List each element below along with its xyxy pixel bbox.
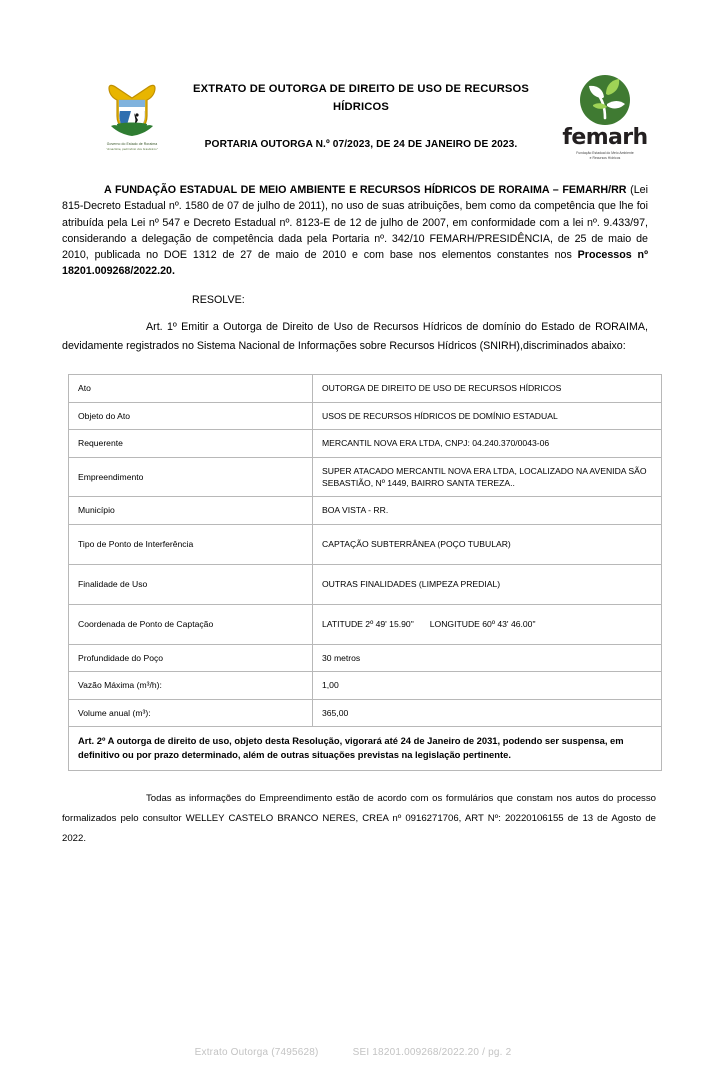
table-row — [69, 699, 662, 726]
table-cell-value: CAPTAÇÃO SUBTERRÂNEA (POÇO TUBULAR) — [313, 524, 662, 564]
closing-text: Todas as informações do Empreendimento estão de acordo com os formulários que constam nos autos do processo formalizados pelo consultor WELLEY CASTELO BRANCO NERES, CREA nº 0916271706, ART Nº: 20220106155 de 13 de Agosto de 2022. — [62, 793, 656, 844]
table-cell-value: 30 metros — [313, 644, 662, 671]
longitude-value: LONGITUDE 60º 43' 46.00" — [429, 619, 536, 630]
page-footer — [0, 1047, 706, 1058]
femarh-wordmark: femarh — [562, 125, 648, 150]
preamble-body-text: (Lei 815-Decreto Estadual nº. 1580 de 07 de julho de 2011), no uso de suas atribuições, bem como da competência que lhe foi atribuída pela Lei nº 547 e Decreto Estadual nº. 8123-E de 12 de julho de 2007, em conformidade com a lei nº. 9.433/97, considerando a delegação de competência dada pela Portaria nº. 342/10 FEMARH/PRESIDÊNCIA, de 25 de maio de 2010, publicada no DOE 1312 de 27 de maio de 2010 e com base nos elementos constantes nos — [62, 184, 648, 262]
roraima-coat-of-arms — [84, 82, 180, 151]
femarh-subtitle-line-2: e Recursos Hídricos — [589, 156, 621, 161]
article-2-text: Art. 2º A outorga de direito de uso, objeto desta Resolução, vigorará até 24 de Janeiro de 2031, podendo ser suspensa, em definitivo ou por prazo determinado, além de outras situações previstas na legislação pertinente. — [69, 727, 662, 771]
outorga-table-wrapper — [0, 374, 706, 771]
table-cell-value — [313, 604, 662, 644]
table-row — [69, 430, 662, 457]
table-cell-label: Finalidade de Uso — [69, 564, 313, 604]
femarh-subtitle — [556, 151, 654, 161]
table-cell-value: USOS DE RECURSOS HÍDRICOS DE DOMÍNIO ESTADUAL — [313, 402, 662, 429]
outorga-table — [68, 374, 662, 771]
closing-paragraph — [0, 789, 706, 848]
portaria-subtitle: PORTARIA OUTORGA N.º 07/2023, DE 24 DE JANEIRO DE 2023. — [204, 138, 518, 150]
table-cell-label: Vazão Máxima (m³/h): — [69, 672, 313, 699]
coat-of-arms-caption-main: Governo do Estado de Roraima — [106, 142, 158, 146]
footer-sei-ref: SEI 18201.009268/2022.20 / pg. 2 — [352, 1047, 512, 1058]
table-row — [69, 402, 662, 429]
coat-of-arms-tagline: "Amazônia, patrimônio dos brasileiros" — [106, 147, 158, 152]
table-cell-label: Coordenada de Ponto de Captação — [69, 604, 313, 644]
footer-document-ref: Extrato Outorga (7495628) — [194, 1047, 319, 1058]
resolve-label: RESOLVE: — [192, 293, 245, 306]
article-1-paragraph — [62, 318, 648, 358]
document-page — [0, 72, 706, 1072]
document-title-line-2: HÍDRICOS — [333, 101, 389, 114]
outorga-table-body — [69, 375, 662, 771]
document-header — [0, 72, 706, 182]
coat-of-arms-caption — [84, 142, 180, 151]
table-cell-value: OUTORGA DE DIREITO DE USO DE RECURSOS HÍDRICOS — [313, 375, 662, 402]
latitude-value: LATITUDE 2º 49' 15.90" — [322, 619, 414, 630]
document-body — [0, 182, 706, 357]
table-row — [69, 375, 662, 402]
table-cell-label: Tipo de Ponto de Interferência — [69, 524, 313, 564]
table-row — [69, 524, 662, 564]
table-cell-value: 1,00 — [313, 672, 662, 699]
table-row-coordinates — [69, 604, 662, 644]
table-cell-value: OUTRAS FINALIDADES (LIMPEZA PREDIAL) — [313, 564, 662, 604]
table-cell-label: Município — [69, 497, 313, 524]
title-block — [172, 80, 550, 150]
table-row — [69, 672, 662, 699]
article-2-row — [69, 727, 662, 771]
table-cell-label: Profundidade do Poço — [69, 644, 313, 671]
table-row — [69, 644, 662, 671]
femarh-leaf-icon — [579, 74, 631, 126]
table-cell-label: Volume anual (m³): — [69, 699, 313, 726]
document-title — [172, 80, 550, 117]
table-cell-value: SUPER ATACADO MERCANTIL NOVA ERA LTDA, LOCALIZADO NA AVENIDA SÃO SEBASTIÃO, Nº 1449, BAIRRO SANTA TEREZA.. — [313, 457, 662, 497]
table-cell-label: Objeto do Ato — [69, 402, 313, 429]
coat-of-arms-icon — [101, 82, 163, 140]
table-cell-value: MERCANTIL NOVA ERA LTDA, CNPJ: 04.240.370/0043-06 — [313, 430, 662, 457]
femarh-logo — [556, 74, 654, 161]
table-row — [69, 497, 662, 524]
preamble-paragraph — [62, 182, 648, 280]
table-cell-label: Requerente — [69, 430, 313, 457]
table-row — [69, 564, 662, 604]
document-title-line-1: EXTRATO DE OUTORGA DE DIREITO DE USO DE RECURSOS — [192, 83, 530, 95]
table-cell-value: BOA VISTA - RR. — [313, 497, 662, 524]
table-cell-label: Empreendimento — [69, 457, 313, 497]
preamble-process-number: Processos nº 18201.009268/2022.20. — [62, 249, 648, 278]
article-1-text: Art. 1º Emitir a Outorga de Direito de Uso de Recursos Hídricos de domínio do Estado de RORAIMA, devidamente registrados no Sistema Nacional de Informações sobre Recursos Hídricos (SNIRH),discriminados abaixo: — [62, 320, 648, 353]
table-cell-label: Ato — [69, 375, 313, 402]
femarh-subtitle-line-1: Fundação Estadual do Meio Ambiente — [576, 151, 634, 155]
table-cell-value: 365,00 — [313, 699, 662, 726]
table-row — [69, 457, 662, 497]
preamble-bold-lead: A FUNDAÇÃO ESTADUAL DE MEIO AMBIENTE E RECURSOS HÍDRICOS DE RORAIMA – FEMARH/RR — [104, 184, 627, 196]
